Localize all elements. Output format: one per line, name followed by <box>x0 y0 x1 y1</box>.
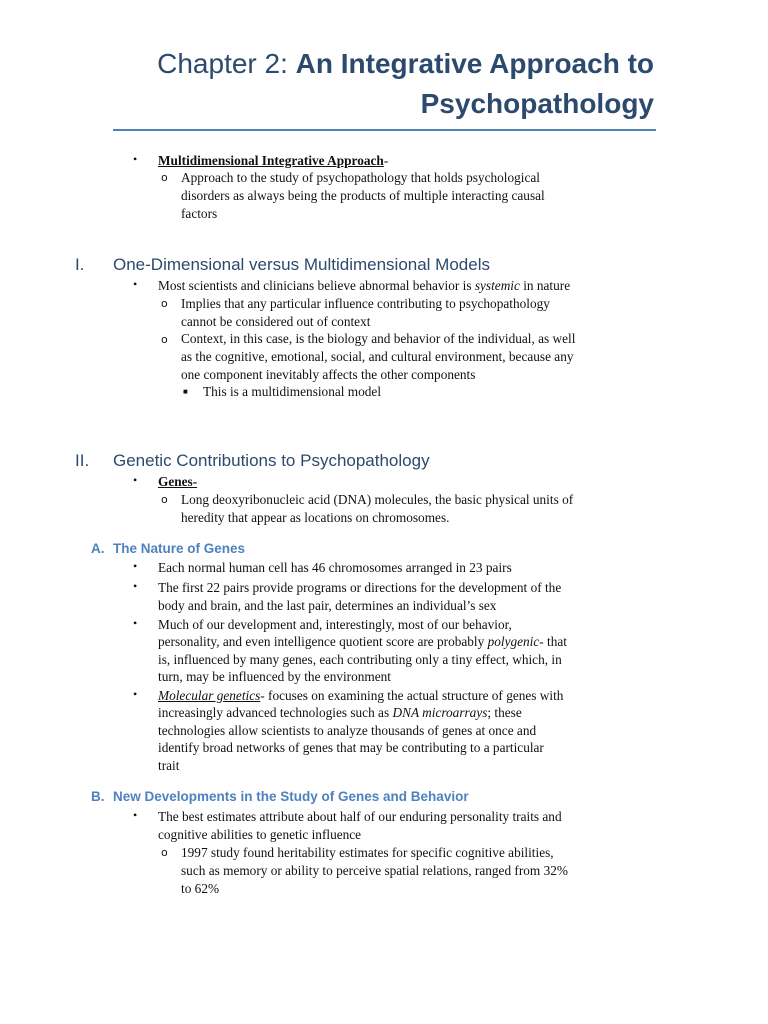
genes-behavior-sub-line: 1997 study found heritability estimates for specific cognitive abilities, <box>181 845 554 860</box>
bullet-marker: • <box>133 277 138 291</box>
nature-bullet-cont: identify broad networks of genes that may be contributing to a particular <box>158 740 544 755</box>
nature-bullet-cont: personality, and even intelligence quotient score are probably polygenic- that <box>158 634 567 649</box>
section1-sub-line: as the cognitive, emotional, social, and cultural environment, because any <box>181 349 574 364</box>
bullet-marker: • <box>133 559 138 573</box>
sub-marker: o <box>161 846 168 859</box>
genes-def-line: Long deoxyribonucleic acid (DNA) molecules, the basic physical units of <box>181 492 574 507</box>
section1-sub-line: one component inevitably affects the other components <box>181 367 476 382</box>
section1-bullet: Most scientists and clinicians believe abnormal behavior is systemic in nature <box>158 278 571 293</box>
subsub-marker: ■ <box>183 387 188 396</box>
intro-def-line: factors <box>181 206 218 221</box>
genes-behavior-bullet: The best estimates attribute about half of our enduring personality traits and <box>158 809 562 824</box>
intro-def-line: Approach to the study of psychopathology that holds psychological <box>181 170 540 185</box>
nature-bullet: Much of our development and, interestingly, most of our behavior, <box>158 617 512 632</box>
bullet-marker: • <box>133 579 138 593</box>
section-heading: II. Genetic Contributions to Psychopathology <box>75 451 430 470</box>
sub-marker: o <box>161 297 168 310</box>
page-title <box>94 44 654 124</box>
title-line-2: Psychopathology <box>420 88 654 119</box>
nature-bullet-cont: trait <box>158 758 180 773</box>
intro-def-line: disorders as always being the products of multiple interacting causal <box>181 188 545 203</box>
nature-bullet: Each normal human cell has 46 chromosomes arranged in 23 pairs <box>158 560 512 575</box>
section1-sub-line: cannot be considered out of context <box>181 314 371 329</box>
nature-bullet-cont: body and brain, and the last pair, determines an individual’s sex <box>158 598 497 613</box>
bullet-marker: • <box>133 687 138 701</box>
bullet-marker: • <box>133 473 138 487</box>
section1-subsub-line: This is a multidimensional model <box>203 384 382 399</box>
subsection-heading: B. New Developments in the Study of Genes and Behavior <box>91 789 469 804</box>
title-divider <box>113 129 656 131</box>
sub-marker: o <box>161 493 168 506</box>
sub-marker: o <box>161 333 168 346</box>
nature-bullet-cont: technologies allow scientists to analyze thousands of genes at once and <box>158 723 537 738</box>
nature-bullet-cont: turn, may be influenced by the environment <box>158 669 391 684</box>
section1-sub-line: Implies that any particular influence contributing to psychopathology <box>181 296 550 311</box>
genes-def-line: heredity that appear as locations on chromosomes. <box>181 510 450 525</box>
nature-bullet: Molecular genetics- focuses on examining the actual structure of genes with <box>158 688 564 703</box>
section1-sub-line: Context, in this case, is the biology and behavior of the individual, as well <box>181 331 576 346</box>
sub-marker: o <box>161 171 168 184</box>
section-heading: I. One-Dimensional versus Multidimensional Models <box>75 255 490 274</box>
nature-bullet-cont: increasingly advanced technologies such as DNA microarrays; these <box>158 705 522 720</box>
genes-behavior-sub-line: such as memory or ability to perceive spatial relations, ranged from 32% <box>181 863 568 878</box>
nature-bullet: The first 22 pairs provide programs or directions for the development of the <box>158 580 562 595</box>
genes-behavior-sub-line: to 62% <box>181 881 220 896</box>
chapter-label: Chapter 2: <box>157 48 296 79</box>
bullet-marker: • <box>133 616 138 630</box>
genes-behavior-bullet-cont: cognitive abilities to genetic influence <box>158 827 362 842</box>
title-line-1: An Integrative Approach to <box>295 48 654 79</box>
nature-bullet-cont: is, influenced by many genes, each contributing only a tiny effect, which, in <box>158 652 562 667</box>
bullet-marker: • <box>133 152 138 166</box>
genes-term: Genes- <box>158 474 198 489</box>
intro-term: Multidimensional Integrative Approach- <box>158 153 389 168</box>
subsection-heading: A. The Nature of Genes <box>91 541 246 556</box>
bullet-marker: • <box>133 808 138 822</box>
